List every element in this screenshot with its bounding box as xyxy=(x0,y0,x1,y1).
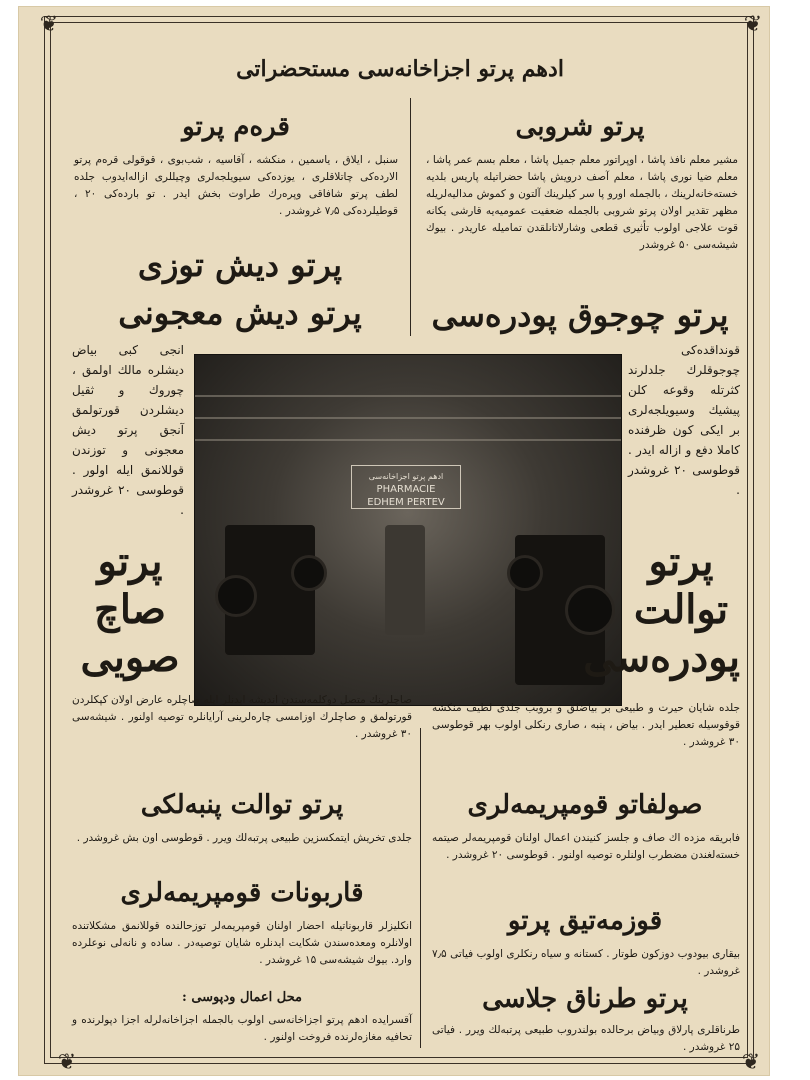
cosmetique-heading: قوزمه‌تیق پرتو xyxy=(507,906,663,936)
factory-heading: محل اعمال ودپوسی : xyxy=(182,990,302,1005)
soap-heading-line: صاچ xyxy=(94,586,166,633)
toiletpowder-text: جلده شایان حیرت و طبیعی بر بیاضلق و بروبب جلدی لطیف منکشه قوقوسیله تعطیر ایدر . بیاض ، پنبه ، صاری رنکلی اولوب بهر قوطوسی ۳۰ غروشدر . xyxy=(432,702,740,748)
carbon-text: انکلیزلر قاربوناتیله احضار اولنان قومپریمه‌لر توزحالنده قوللانمق مشکلاتنده اولانلره ومعده‌سندن شکایت ایدنلره شایان توصیه‌در . ساده و نانه‌لی نوعلرده وارد. بیوك شیشه‌سی ۱۵ غروشدر . xyxy=(72,920,412,966)
toiletpowder-heading-line: پرتو xyxy=(648,538,714,585)
nail-heading: پرتو طرناق جلاسی xyxy=(482,984,688,1014)
factory-photo xyxy=(194,354,622,706)
nail-text: طرناقلری پارلاق وبیاض برحالده بولندروب طبیعی پرتبه‌لك ویرر . فیاتی ۲۵ غروشدر . xyxy=(432,1024,740,1053)
soap-text: صاچلرینك متصل دوکلمه‌سندن اندیشه ایدنلر ایله صاچلره عارض اولان کپکلردن قورتولمق و صاچلرك اوزامسی چاره‌لرینی آرایانلره توصیه اولنور . شیشه‌سی ۳۰ غروشدر . xyxy=(72,694,412,740)
ornament-top-left-icon: ❦ xyxy=(39,12,59,37)
sign-line-2: EDHEM PERTEV xyxy=(367,497,445,508)
ornament-bottom-right-icon: ❦ xyxy=(741,1050,761,1075)
cotton-text: جلدی تخریش ایتمکسزین طبیعی پرتبه‌لك ویرر . قوطوسی اون بش غروشدر . xyxy=(76,832,412,844)
ceiling-beam xyxy=(195,439,621,441)
column-divider-bottom xyxy=(420,728,421,1048)
ceiling-beam xyxy=(195,395,621,397)
babypowder-text: قونداقده‌کی چوجوقلرك جلدلرند کثرتله وقوعه کلن پیشیك وسیویلجه‌لری بر ایکی کون ظرفنده کاملا دفع و ازاله ایدر . قوطوسی ۲۰ غروشدر . xyxy=(628,343,741,497)
toiletpowder-heading-line: پودره‌سی xyxy=(583,634,740,681)
sign-line-1: PHARMACIE xyxy=(376,484,436,495)
soap-heading-line: صویی xyxy=(80,634,180,681)
soap-heading xyxy=(72,538,188,682)
sherbet-text: مشیر معلم نافذ پاشا ، اوپراتور معلم جمیل پاشا ، معلم بسم عمر پاشا ، معلم ضیا نوری پاشا ، معلم آصف درویش پاشا حضراتیله پاریس بلدیه خسته‌خانه‌لرینك ، بالجمله اورو پا سر کیلرینك آلتون و کموش مدالیه‌لریله مظهر تقدیر اولان پرتو شروبی بالجمله ضعفیت عمومیه‌یه قارشی یکانه قوت علاجی اولوب تأثیری قطعی وشارلاتانلقدن تماميله عاریدر . بیوك شیشه‌سی ۵۰ غروشدر xyxy=(426,154,738,251)
toiletpowder-heading xyxy=(583,538,740,682)
solfato-text: فابریقه مزده اك صاف و جلسز کنیندن اعمال اولنان قومپریمه‌لر صیتمه خسته‌لغندن مضطرب اولنلره توصیه اولنور . قوطوسی ۲۰ غروشدر . xyxy=(432,832,740,861)
machine-wheel xyxy=(291,555,327,591)
pharmacy-sign xyxy=(351,465,461,509)
solfato-heading: صولفاتو قومپریمه‌لری xyxy=(467,790,703,820)
ornament-top-right-icon: ❦ xyxy=(743,12,763,37)
machine-wheel xyxy=(565,585,615,635)
soap-heading-line: پرتو xyxy=(97,538,163,585)
sign-arabic: ادهم پرتو اجزاخانه‌سی xyxy=(368,472,444,481)
cream-heading: قره‌م پرتو xyxy=(182,112,290,142)
machine-center xyxy=(385,525,425,635)
babypowder-heading: پرتو چوجوق پودره‌سی xyxy=(431,296,729,334)
cosmetique-text: بیقاری بیودوب دوزکون طوتار . کستانه و سیاه رنکلری اولوب فیاتی ۷٫۵ غروشدر . xyxy=(432,948,740,977)
page-title: ادهم پرتو اجزاخانه‌سی مستحضراتی xyxy=(236,56,564,82)
cotton-heading: پرتو توالت پنبه‌لکی xyxy=(140,790,344,820)
machine-wheel xyxy=(215,575,257,617)
ornament-bottom-left-icon: ❦ xyxy=(57,1050,77,1075)
ceiling-beam xyxy=(195,417,621,419)
toothpowder-heading: پرتو دیش توزی xyxy=(137,246,343,284)
column-divider-top xyxy=(410,98,411,336)
toothpaste-text: انجی کبی بیاض دیشلره مالك اولمق ، چوروك و ثقیل دیشلردن قورتولمق آنجق پرتو دیش معجونی و توزندن قوللانمق ایله اولور . قوطوسی ۲۰ غروشدر . xyxy=(72,343,185,517)
toiletpowder-heading-line: توالت xyxy=(633,586,729,633)
machine-wheel xyxy=(507,555,543,591)
toothpaste-heading: پرتو دیش معجونی xyxy=(118,294,362,332)
factory-text: آقسرایده ادهم پرتو اجزاخانه‌سی اولوب بالجمله اجزاخانه‌لرله اجزا دپولرنده و تحافیه مغازه‌لرنده فروخت اولنور . xyxy=(72,1014,412,1043)
cream-text: سنبل ، ایلاق ، یاسمین ، منکشه ، آقاسیه ، شب‌بوی ، قوقولی قره‌م پرتو الارده‌کی چاتلاقلری ، یوزده‌کی سیویلجه‌لری وچیللری ازاله‌ایدوب جلده لطف پرتو شافاقی وپره‌رك طراوت بخش ایدر . تو بارده‌کی ۲۰ ، قوطیلرده‌کی ۷٫۵ غروشدر . xyxy=(74,154,398,217)
sherbet-heading: پرتو شروبی xyxy=(515,112,645,142)
carbon-heading: قاربونات قومپریمه‌لری xyxy=(120,878,364,908)
